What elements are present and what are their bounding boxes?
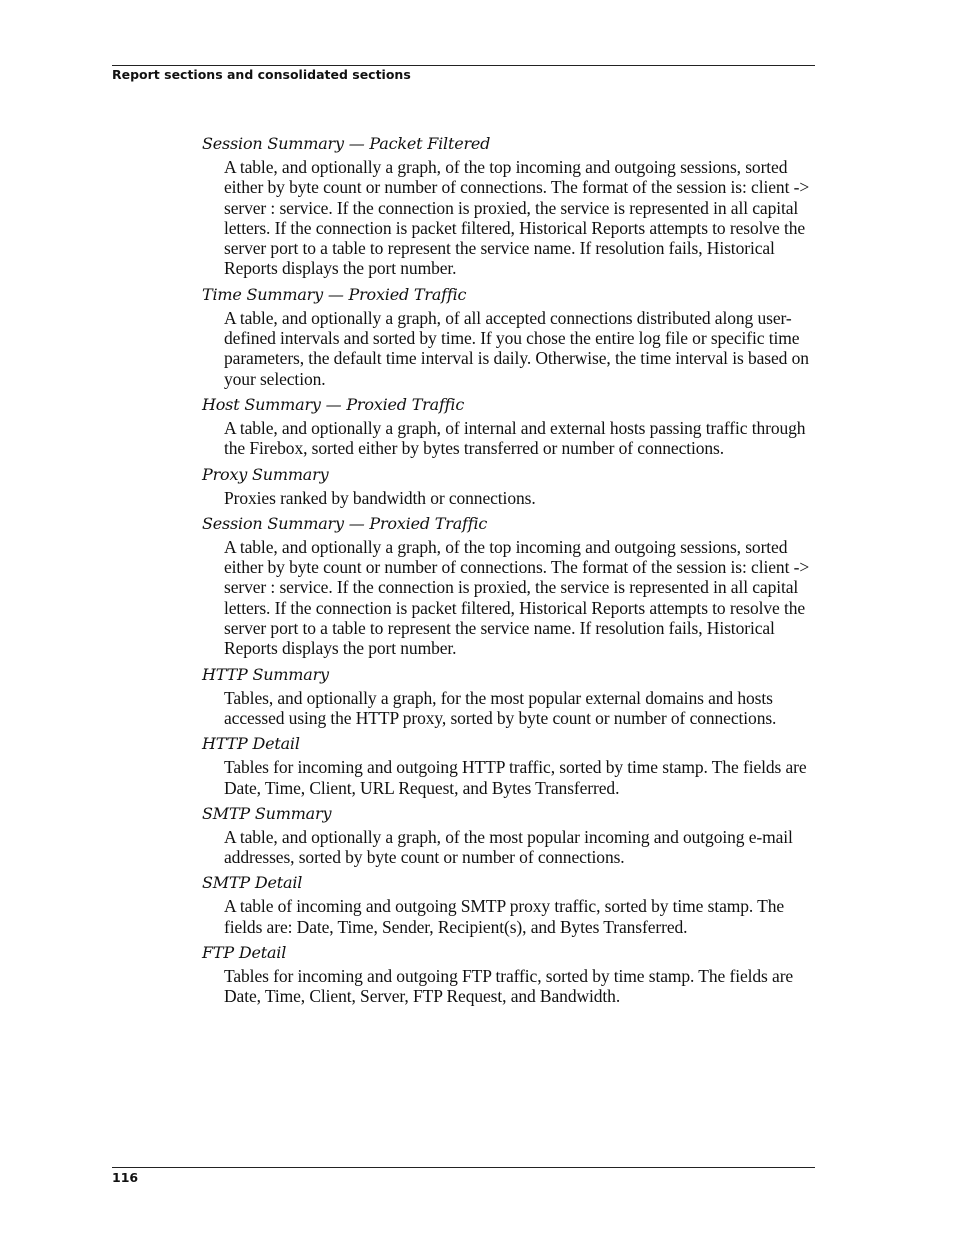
- running-header: Report sections and consolidated sections: [112, 67, 411, 82]
- definition-description: A table, and optionally a graph, of the top incoming and outgoing sessions, sorted either by byte count or number of connections. The format of the session is: client -> server : service. If the connection is proxied, the service is represented in all capital letters. If the connection is packet filtered, Historical Reports attempts to resolve the server port to a table to represent the service name. If resolution fails, Historical Reports displays the port number.: [224, 536, 810, 659]
- page-number: 116: [112, 1170, 139, 1185]
- definition-entry: [202, 873, 815, 937]
- definition-description: A table, and optionally a graph, of internal and external hosts passing traffic through the Firebox, sorted either by bytes transferred or number of connections.: [224, 417, 806, 459]
- definition-term: Session Summary — Packet Filtered: [202, 134, 491, 153]
- definition-term: Host Summary — Proxied Traffic: [202, 394, 465, 414]
- definition-entry: [202, 134, 815, 279]
- definition-term: HTTP Detail: [202, 734, 300, 754]
- definition-description: A table, and optionally a graph, of the top incoming and outgoing sessions, sorted either by byte count or number of connections. The format of the session is: client -> server : service. If the connection is proxied, the service is represented in all capital letters. If the connection is packet filtered, Historical Reports attempts to resolve the server port to a table to represent the service name. If resolution fails, Historical Reports displays the port number.: [224, 157, 810, 279]
- footer-divider: [112, 1167, 815, 1168]
- definition-entry: [202, 943, 815, 1007]
- definition-term: SMTP Detail: [202, 873, 303, 893]
- definition-entry: [202, 514, 815, 659]
- definition-description: Tables, and optionally a graph, for the most popular external domains and hosts accessed using the HTTP proxy, sorted by byte count or number of connections.: [224, 687, 777, 728]
- definition-description: Proxies ranked by bandwidth or connections.: [224, 487, 536, 508]
- definition-term: Proxy Summary: [202, 464, 329, 484]
- definition-description: Tables for incoming and outgoing FTP traffic, sorted by time stamp. The fields are Date, Time, Client, Server, FTP Request, and Bandwidth.: [224, 966, 794, 1007]
- definition-term: SMTP Summary: [202, 803, 332, 823]
- definition-description: Tables for incoming and outgoing HTTP traffic, sorted by time stamp. The fields are Date, Time, Client, URL Request, and Bytes Transferred.: [224, 757, 807, 798]
- definition-term: Session Summary — Proxied Traffic: [202, 513, 488, 533]
- definition-entry: [202, 804, 815, 868]
- definition-description: A table of incoming and outgoing SMTP proxy traffic, sorted by time stamp. The fields are: Date, Time, Sender, Recipient(s), and Bytes Transferred.: [224, 896, 785, 937]
- definition-description: A table, and optionally a graph, of all accepted connections distributed along user-defined intervals and sorted by time. If you chose the entire log file or specific time parameters, the default time interval is daily. Otherwise, the time interval is based on your selection.: [224, 307, 809, 389]
- definition-term: FTP Detail: [202, 943, 287, 963]
- definition-description: A table, and optionally a graph, of the most popular incoming and outgoing e-mail addresses, sorted by byte count or number of connections.: [224, 826, 793, 868]
- definition-term: Time Summary — Proxied Traffic: [202, 284, 467, 304]
- definition-term: HTTP Summary: [202, 664, 329, 684]
- definition-entry: [202, 734, 815, 798]
- definition-entry: [202, 285, 815, 389]
- definition-entry: [202, 465, 815, 508]
- definition-entry: [202, 395, 815, 459]
- definition-entry: [202, 665, 815, 729]
- definition-list: [202, 134, 815, 1013]
